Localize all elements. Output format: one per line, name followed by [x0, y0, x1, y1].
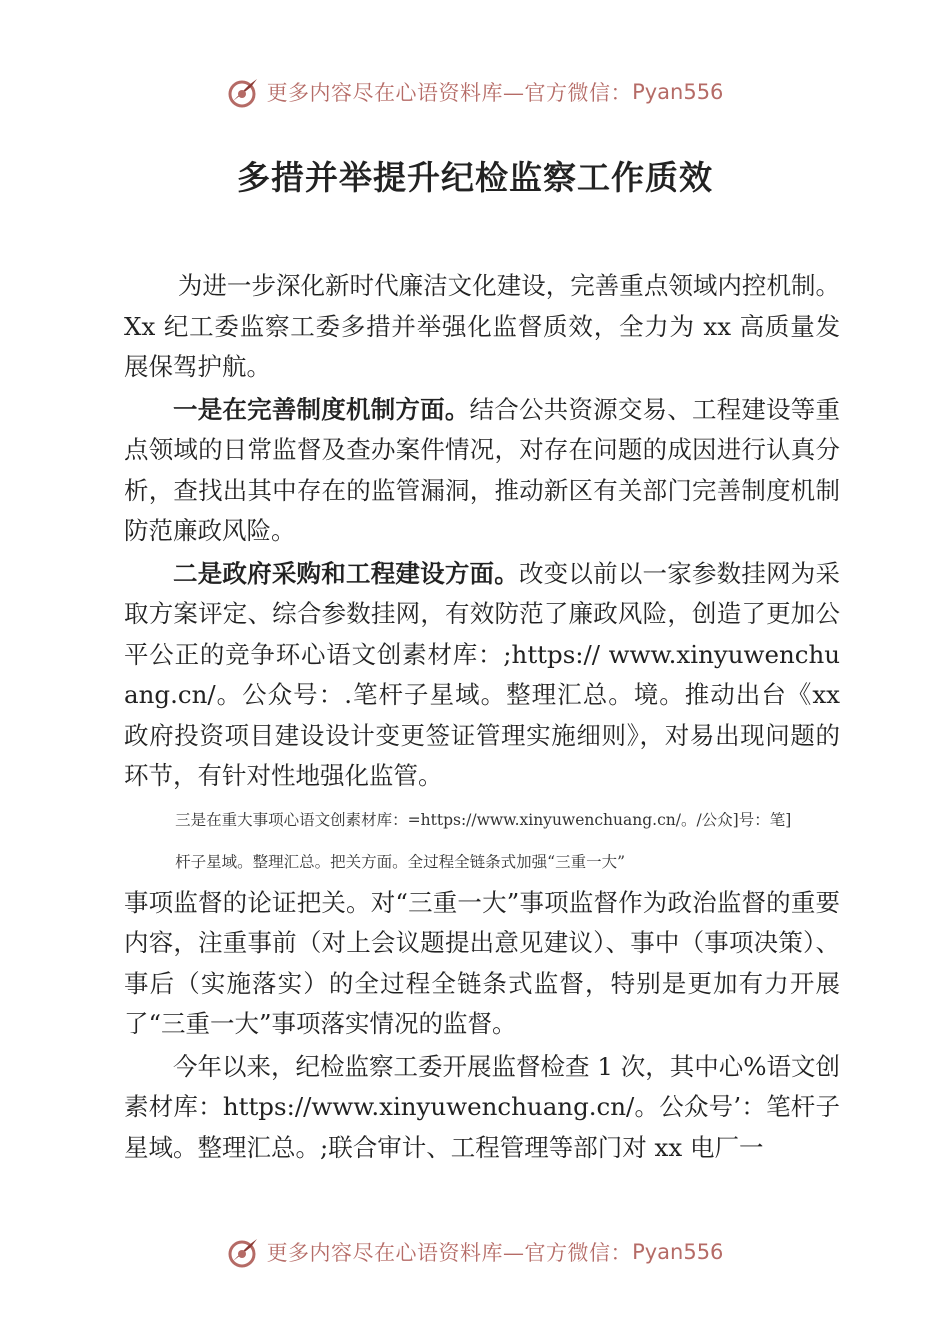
footer-banner [0, 1232, 950, 1272]
paragraph-this-year: 今年以来，纪检监察工委开展监督检查 1 次，其中心%语文创素材库：https://www.xinyuwenchuang.cn/。公众号’：笔杆子星域。整理汇总。;联合审计、工程管理等部门对 xx 电厂一 [124, 1051, 840, 1162]
paragraph-lead: 二是政府采购和工程建设方面。 [173, 558, 519, 588]
paragraph-text: 改变以前以一家参数挂网为采取方案评定、综合参数挂网，有效防范了廉政风险，创造了更加公平公正的竞争环心语文创素材库：;https:// www.xinyuwenchuang.cn/。公众号：.笔杆子星域。整理汇总。境。推动出台《xx 政府投资项目建设设计变更签证管理实施细则》，对易出现问题的环节，有针对性地强化监管。 [124, 558, 841, 790]
banner-wechat-id: Pyan556 [632, 80, 724, 104]
page-title: 多措并举提升纪检监察工作质效 [237, 158, 713, 197]
header-banner [0, 72, 950, 112]
small-text-line: 三是在重大事项心语文创素材库：=https://www.xinyuwenchuang.cn/。/公众]号：笔] [175, 810, 792, 829]
logo-icon [227, 75, 261, 109]
banner-text: 更多内容尽在心语资料库—官方微信： [266, 81, 633, 105]
paragraph-major-matters: 事项监督的论证把关。对“三重一大”事项监督作为政治监督的重要内容，注重事前（对上会议题提出意见建议）、事中（事项决策）、事后（实施落实）的全过程全链条式监督，特别是更加有力开展了“三重一大”事项落实情况的监督。 [124, 887, 840, 1038]
paragraph-text: 结合公共资源交易、工程建设等重点领域的日常监督及查办案件情况，对存在问题的成因进行认真分析，查找出其中存在的监管漏洞，推动新区有关部门完善制度机制防范廉政风险。 [124, 394, 841, 545]
banner-text: 更多内容尽在心语资料库—官方微信： [266, 1241, 633, 1265]
banner-wechat-id: Pyan556 [632, 1240, 724, 1264]
paragraph-lead: 一是在完善制度机制方面。 [173, 394, 470, 424]
document-body [124, 266, 840, 1170]
small-text-line: 杆子星域。整理汇总。把关方面。全过程全链条式加强“三重一大” [175, 852, 625, 871]
paragraph-procurement [124, 554, 840, 797]
paragraph-institution [124, 390, 840, 552]
logo-icon [227, 1235, 261, 1269]
paragraph-intro: 为进一步深化新时代廉洁文化建设，完善重点领域内控机制。Xx 纪工委监察工委多措并举强化监督质效，全力为 xx 高质量发展保驾护航。 [124, 271, 840, 381]
